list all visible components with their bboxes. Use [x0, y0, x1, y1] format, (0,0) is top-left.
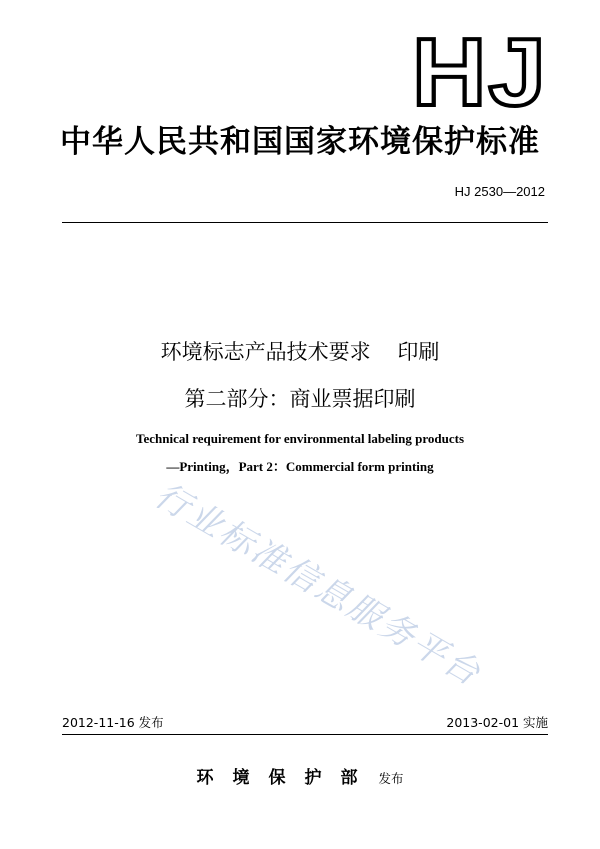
standard-number: HJ 2530—2012 — [454, 184, 545, 199]
implementation-date: 2013-02-01 实施 — [446, 715, 548, 730]
publisher-suffix: 发布 — [378, 771, 404, 786]
chinese-title-line-2: 第二部分：商业票据印刷 — [184, 387, 416, 411]
issuing-org-title: 中华人民共和国国家环境保护标准 — [60, 124, 540, 160]
chinese-title-line-1: 环境标志产品技术要求 印刷 — [160, 340, 440, 364]
bottom-divider — [62, 734, 548, 735]
english-title-line-2: —Printing，Part 2：Commercial form printing — [166, 459, 434, 474]
publisher-name: 环境保护部 — [196, 768, 377, 788]
top-divider — [62, 222, 548, 223]
hj-logo — [410, 34, 550, 110]
hj-logo-letters: HJ — [412, 34, 548, 110]
english-title-line-1: Technical requirement for environmental labeling products — [135, 431, 465, 446]
publisher-line — [0, 763, 600, 788]
watermark: 行业标准信息服务平台 — [148, 475, 489, 695]
issue-date: 2012-11-16 发布 — [62, 715, 164, 730]
hj-logo-graphic — [410, 34, 550, 110]
